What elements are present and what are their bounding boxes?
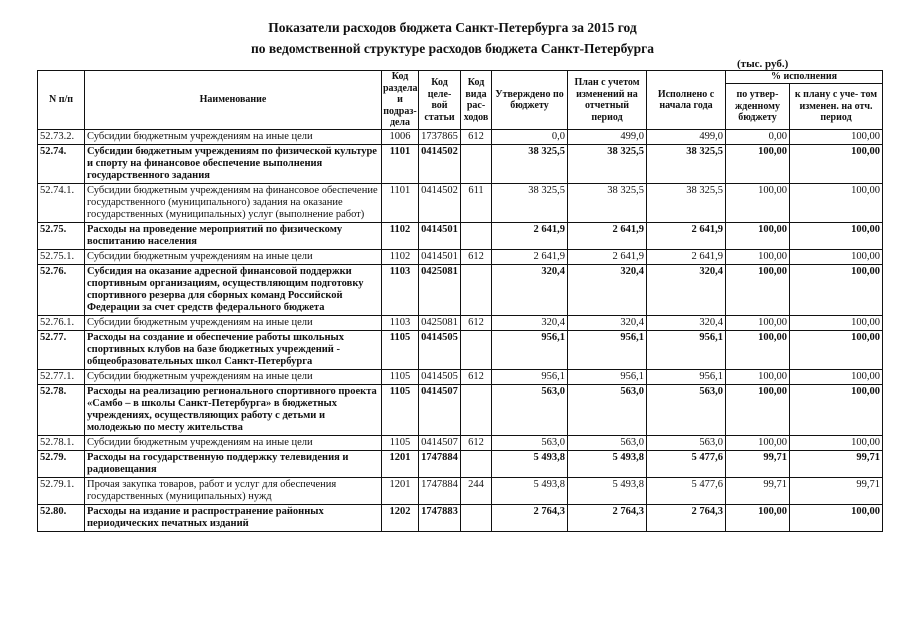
row-statya-code: 0414501	[419, 250, 461, 265]
row-pct-approved: 100,00	[726, 223, 790, 250]
row-vid-code	[461, 145, 492, 184]
row-executed: 320,4	[647, 265, 726, 316]
row-executed: 5 477,6	[647, 478, 726, 505]
row-pct-approved: 99,71	[726, 451, 790, 478]
table-row	[38, 451, 883, 478]
row-pct-plan: 99,71	[790, 478, 883, 505]
row-pct-approved: 99,71	[726, 478, 790, 505]
row-statya-code: 1747884	[419, 478, 461, 505]
row-vid-code: 244	[461, 478, 492, 505]
row-statya-code: 1737865	[419, 130, 461, 145]
row-vid-code: 612	[461, 130, 492, 145]
row-statya-code: 0425081	[419, 265, 461, 316]
header-pct-group: % исполнения	[726, 71, 883, 84]
row-number: 52.78.1.	[38, 436, 85, 451]
table-row	[38, 223, 883, 250]
row-approved: 2 764,3	[492, 505, 568, 532]
row-pct-approved: 100,00	[726, 385, 790, 436]
row-approved: 956,1	[492, 331, 568, 370]
row-pct-approved: 100,00	[726, 250, 790, 265]
row-razdel-code: 1105	[382, 331, 419, 370]
row-pct-plan: 100,00	[790, 130, 883, 145]
row-statya-code: 0414502	[419, 184, 461, 223]
row-razdel-code: 1102	[382, 250, 419, 265]
row-vid-code: 612	[461, 316, 492, 331]
row-razdel-code: 1103	[382, 265, 419, 316]
row-name: Расходы на государственную поддержку телевидения и радиовещания	[85, 451, 382, 478]
table-row	[38, 478, 883, 505]
table-row	[38, 505, 883, 532]
row-name: Расходы на издание и распространение районных периодических печатных изданий	[85, 505, 382, 532]
row-approved: 5 493,8	[492, 451, 568, 478]
row-pct-approved: 100,00	[726, 370, 790, 385]
header-name: Наименование	[85, 71, 382, 130]
row-number: 52.79.	[38, 451, 85, 478]
table-row	[38, 130, 883, 145]
table-header	[38, 71, 883, 130]
row-plan: 2 764,3	[568, 505, 647, 532]
row-pct-approved: 0,00	[726, 130, 790, 145]
row-name: Субсидии бюджетным учреждениям на финансовое обеспечение государственного (муниципального) задания на оказание государственных (муниципальных) услуг (выполнение работ)	[85, 184, 382, 223]
row-vid-code	[461, 223, 492, 250]
row-name: Субсидия на оказание адресной финансовой поддержки спортивным организациям, осуществляющим подготовку спортивного резерва для сборных команд Российской Федерации за счет средств федерального бюджета	[85, 265, 382, 316]
row-executed: 2 764,3	[647, 505, 726, 532]
row-plan: 2 641,9	[568, 223, 647, 250]
row-executed: 563,0	[647, 385, 726, 436]
page-subtitle: по ведомственной структуре расходов бюджета Санкт-Петербурга	[250, 41, 655, 56]
row-razdel-code: 1101	[382, 184, 419, 223]
row-name: Расходы на проведение мероприятий по физическому воспитанию населения	[85, 223, 382, 250]
row-number: 52.76.	[38, 265, 85, 316]
table-row	[38, 316, 883, 331]
table-row	[38, 184, 883, 223]
row-plan: 38 325,5	[568, 145, 647, 184]
row-executed: 956,1	[647, 370, 726, 385]
row-name: Субсидии бюджетным учреждениям на иные цели	[85, 250, 382, 265]
table-row	[38, 331, 883, 370]
row-executed: 5 477,6	[647, 451, 726, 478]
row-vid-code: 611	[461, 184, 492, 223]
row-plan: 956,1	[568, 331, 647, 370]
row-plan: 956,1	[568, 370, 647, 385]
row-statya-code: 0425081	[419, 316, 461, 331]
header-statya: Код целе- вой статьи	[419, 71, 461, 130]
row-plan: 320,4	[568, 316, 647, 331]
row-pct-approved: 100,00	[726, 331, 790, 370]
table-row	[38, 385, 883, 436]
row-razdel-code: 1101	[382, 145, 419, 184]
row-plan: 38 325,5	[568, 184, 647, 223]
row-razdel-code: 1103	[382, 316, 419, 331]
row-approved: 2 641,9	[492, 223, 568, 250]
row-statya-code: 0414507	[419, 385, 461, 436]
row-razdel-code: 1201	[382, 451, 419, 478]
header-executed: Исполнено с начала года	[647, 71, 726, 130]
row-approved: 563,0	[492, 385, 568, 436]
page-title: Показатели расходов бюджета Санкт-Петербурга за 2015 год	[268, 20, 637, 35]
row-number: 52.74.1.	[38, 184, 85, 223]
row-razdel-code: 1202	[382, 505, 419, 532]
row-pct-plan: 100,00	[790, 265, 883, 316]
budget-table	[37, 70, 883, 532]
header-plan: План с учетом изменений на отчетный период	[568, 71, 647, 130]
row-number: 52.80.	[38, 505, 85, 532]
row-name: Субсидии бюджетным учреждениям на иные цели	[85, 370, 382, 385]
units-label: (тыс. руб.)	[737, 58, 789, 70]
row-statya-code: 1747883	[419, 505, 461, 532]
row-number: 52.78.	[38, 385, 85, 436]
row-plan: 320,4	[568, 265, 647, 316]
row-pct-plan: 100,00	[790, 331, 883, 370]
row-plan: 5 493,8	[568, 478, 647, 505]
row-approved: 0,0	[492, 130, 568, 145]
row-statya-code: 0414505	[419, 370, 461, 385]
row-number: 52.75.	[38, 223, 85, 250]
row-number: 52.79.1.	[38, 478, 85, 505]
header-pct-plan: к плану с уче- том изменен. на отч. период	[790, 84, 883, 130]
row-plan: 2 641,9	[568, 250, 647, 265]
row-pct-plan: 100,00	[790, 505, 883, 532]
row-pct-approved: 100,00	[726, 316, 790, 331]
row-vid-code: 612	[461, 250, 492, 265]
row-number: 52.73.2.	[38, 130, 85, 145]
row-pct-approved: 100,00	[726, 145, 790, 184]
row-executed: 38 325,5	[647, 184, 726, 223]
row-number: 52.77.	[38, 331, 85, 370]
row-approved: 956,1	[492, 370, 568, 385]
row-pct-plan: 100,00	[790, 436, 883, 451]
table-body	[38, 130, 883, 532]
row-pct-approved: 100,00	[726, 436, 790, 451]
table-row	[38, 265, 883, 316]
row-executed: 956,1	[647, 331, 726, 370]
row-razdel-code: 1105	[382, 385, 419, 436]
row-razdel-code: 1102	[382, 223, 419, 250]
table-row	[38, 436, 883, 451]
row-name: Субсидии бюджетным учреждениям на иные цели	[85, 436, 382, 451]
row-statya-code: 0414507	[419, 436, 461, 451]
row-vid-code	[461, 265, 492, 316]
row-plan: 5 493,8	[568, 451, 647, 478]
row-statya-code: 0414501	[419, 223, 461, 250]
row-number: 52.76.1.	[38, 316, 85, 331]
row-vid-code: 612	[461, 436, 492, 451]
row-vid-code: 612	[461, 370, 492, 385]
row-vid-code	[461, 331, 492, 370]
row-number: 52.74.	[38, 145, 85, 184]
row-approved: 38 325,5	[492, 184, 568, 223]
row-name: Расходы на создание и обеспечение работы школьных спортивных клубов на базе бюджетных учреждений - общеобразовательных школ Санкт-Петербурга	[85, 331, 382, 370]
row-executed: 320,4	[647, 316, 726, 331]
row-statya-code: 1747884	[419, 451, 461, 478]
row-pct-approved: 100,00	[726, 265, 790, 316]
row-statya-code: 0414505	[419, 331, 461, 370]
row-approved: 2 641,9	[492, 250, 568, 265]
row-pct-plan: 100,00	[790, 250, 883, 265]
row-pct-approved: 100,00	[726, 184, 790, 223]
row-name: Расходы на реализацию регионального спортивного проекта «Самбо – в школы Санкт-Петербурга» в бюджетных учреждениях, осуществляющих работу с детьми и молодежью по месту жительства	[85, 385, 382, 436]
header-num: N п/п	[38, 71, 85, 130]
row-razdel-code: 1105	[382, 436, 419, 451]
row-vid-code	[461, 451, 492, 478]
row-plan: 563,0	[568, 436, 647, 451]
row-name: Субсидии бюджетным учреждениям на иные цели	[85, 316, 382, 331]
table-row	[38, 145, 883, 184]
row-approved: 563,0	[492, 436, 568, 451]
row-executed: 2 641,9	[647, 223, 726, 250]
row-pct-plan: 99,71	[790, 451, 883, 478]
row-pct-plan: 100,00	[790, 184, 883, 223]
row-number: 52.75.1.	[38, 250, 85, 265]
header-razdel: Код раздела и подраз- дела	[383, 71, 418, 129]
row-razdel-code: 1105	[382, 370, 419, 385]
row-approved: 38 325,5	[492, 145, 568, 184]
row-executed: 499,0	[647, 130, 726, 145]
table-row	[38, 250, 883, 265]
row-razdel-code: 1006	[382, 130, 419, 145]
row-approved: 320,4	[492, 316, 568, 331]
row-statya-code: 0414502	[419, 145, 461, 184]
row-pct-plan: 100,00	[790, 370, 883, 385]
row-pct-plan: 100,00	[790, 316, 883, 331]
row-pct-plan: 100,00	[790, 223, 883, 250]
row-vid-code	[461, 505, 492, 532]
row-razdel-code: 1201	[382, 478, 419, 505]
row-pct-approved: 100,00	[726, 505, 790, 532]
header-vid: Код вида рас- ходов	[461, 71, 492, 130]
header-approved: Утверждено по бюджету	[492, 71, 568, 130]
row-name: Субсидии бюджетным учреждениям на иные цели	[85, 130, 382, 145]
row-pct-plan: 100,00	[790, 145, 883, 184]
header-pct-approved: по утвер- жденному бюджету	[726, 84, 790, 130]
row-plan: 499,0	[568, 130, 647, 145]
row-number: 52.77.1.	[38, 370, 85, 385]
row-executed: 38 325,5	[647, 145, 726, 184]
row-executed: 2 641,9	[647, 250, 726, 265]
row-name: Субсидии бюджетным учреждениям по физической культуре и спорту на финансовое обеспечение выполнения государственного задания	[85, 145, 382, 184]
row-approved: 5 493,8	[492, 478, 568, 505]
row-pct-plan: 100,00	[790, 385, 883, 436]
table-row	[38, 370, 883, 385]
row-vid-code	[461, 385, 492, 436]
row-approved: 320,4	[492, 265, 568, 316]
row-executed: 563,0	[647, 436, 726, 451]
row-plan: 563,0	[568, 385, 647, 436]
row-name: Прочая закупка товаров, работ и услуг для обеспечения государственных (муниципальных) нужд	[85, 478, 382, 505]
